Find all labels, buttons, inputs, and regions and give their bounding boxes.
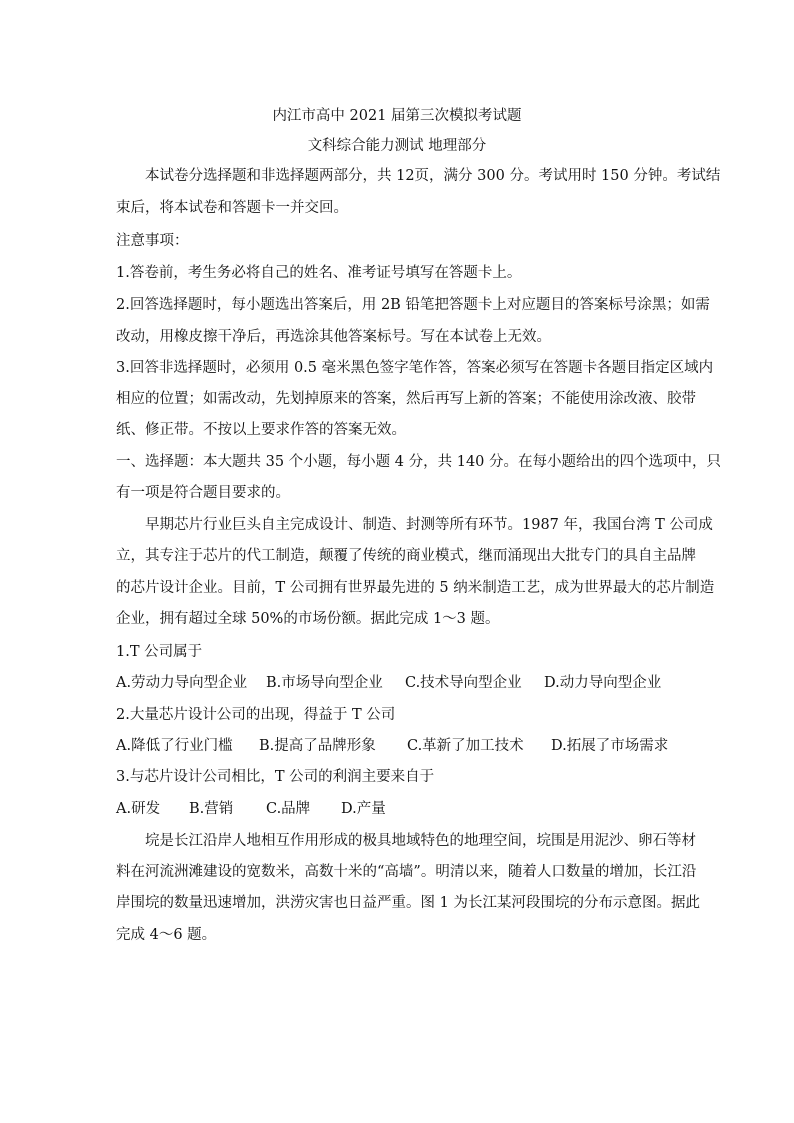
notice-item-3-line-3: 纸、修正带。不按以上要求作答的答案无效。 bbox=[116, 422, 406, 438]
section-1-line-1: 一、选择题：本大题共 35 个小题，每小题 4 分，共 140 分。在每小题给出的四个选项中，只 bbox=[116, 454, 722, 470]
notice-item-3-line-1: 3.回答非选择题时，必须用 0.5 毫米黑色签字笔作答，答案必须写在答题卡各题目指定区域内 bbox=[116, 360, 714, 376]
passage-2-line-4: 完成 4～6 题。 bbox=[116, 927, 217, 943]
question-2-stem: 2.大量芯片设计公司的出现，得益于 T 公司 bbox=[116, 707, 396, 723]
passage-2-line-3: 岸围垸的数量迅速增加，洪涝灾害也日益严重。图 1 为长江某河段围垸的分布示意图。据此 bbox=[116, 895, 700, 911]
section-1-line-2: 有一项是符合题目要求的。 bbox=[116, 485, 290, 501]
question-2-option-c: C.革新了加工技术 bbox=[407, 738, 524, 754]
notice-item-2-line-1: 2.回答选择题时，每小题选出答案后，用 2B 铅笔把答题卡上对应题目的答案标号涂黑；如需 bbox=[116, 297, 710, 313]
intro-line-1: 本试卷分选择题和非选择题两部分，共 12页，满分 300 分。考试用时 150 分钟。考试结 bbox=[145, 168, 721, 184]
question-1-stem: 1.T 公司属于 bbox=[116, 644, 203, 660]
exam-title: 内江市高中 2021 届第三次模拟考试题 bbox=[272, 108, 522, 124]
exam-subtitle: 文科综合能力测试 地理部分 bbox=[307, 138, 487, 154]
question-3-option-d: D.产量 bbox=[341, 801, 386, 817]
passage-1-line-1: 早期芯片行业巨头自主完成设计、制造、封测等所有环节。1987 年，我国台湾 T 公司成 bbox=[145, 517, 713, 533]
question-1-option-d: D.动力导向型企业 bbox=[544, 675, 662, 691]
question-1-option-c: C.技术导向型企业 bbox=[405, 675, 522, 691]
question-3-option-c: C.品牌 bbox=[266, 801, 311, 817]
question-1-option-b: B.市场导向型企业 bbox=[266, 675, 383, 691]
notice-item-3-line-2: 相应的位置；如需改动，先划掉原来的答案，然后再写上新的答案；不能使用涂改液、胶带 bbox=[116, 391, 696, 407]
question-3-option-a: A.研发 bbox=[116, 801, 161, 817]
passage-1-line-3: 的芯片设计企业。目前，T 公司拥有世界最先进的 5 纳米制造工艺，成为世界最大的芯片制造 bbox=[116, 580, 715, 596]
question-2-option-b: B.提高了品牌形象 bbox=[259, 738, 376, 754]
question-3-stem: 3.与芯片设计公司相比，T 公司的利润主要来自于 bbox=[116, 769, 435, 785]
passage-2-line-2: 料在河流洲滩建设的宽数米，高数十米的“高墙”。明清以来，随着人口数量的增加，长江沿 bbox=[116, 864, 697, 880]
question-3-option-b: B.营销 bbox=[189, 801, 234, 817]
passage-1-line-4: 企业，拥有超过全球 50%的市场份额。据此完成 1～3 题。 bbox=[116, 611, 500, 627]
question-2-option-a: A.降低了行业门槛 bbox=[116, 738, 233, 754]
passage-1-line-2: 立，其专注于芯片的代工制造，颠覆了传统的商业模式，继而涌现出大批专门的具自主品牌 bbox=[116, 548, 696, 564]
notice-item-1: 1.答卷前，考生务必将自己的姓名、准考证号填写在答题卡上。 bbox=[116, 265, 522, 281]
passage-2-line-1: 垸是长江沿岸人地相互作用形成的极具地域特色的地理空间，垸围是用泥沙、卵石等材 bbox=[145, 833, 696, 849]
notice-item-2-line-2: 改动，用橡皮擦干净后，再选涂其他答案标号。写在本试卷上无效。 bbox=[116, 329, 551, 345]
intro-line-2: 束后，将本试卷和答题卡一并交回。 bbox=[116, 200, 348, 216]
question-1-option-a: A.劳动力导向型企业 bbox=[116, 675, 248, 691]
question-2-option-d: D.拓展了市场需求 bbox=[551, 738, 669, 754]
notice-heading: 注意事项： bbox=[116, 233, 189, 249]
